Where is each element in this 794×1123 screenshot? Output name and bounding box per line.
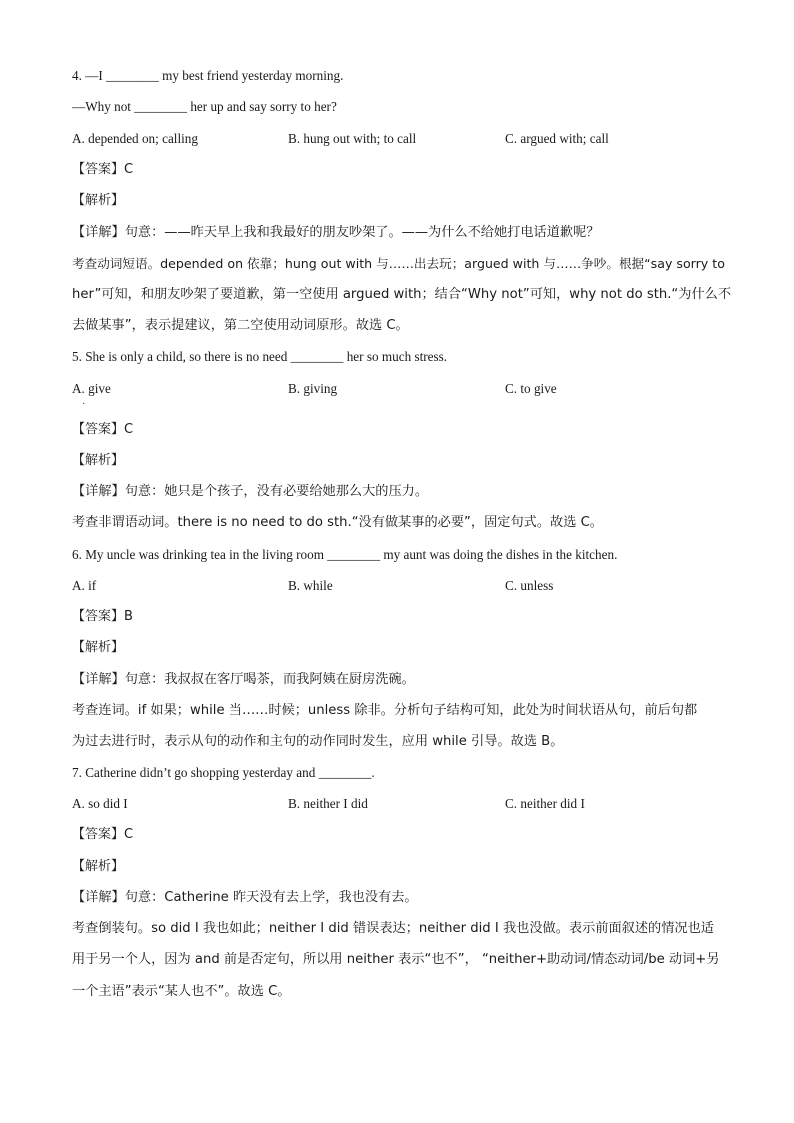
- question-7-explanation-line-1: 考查倒装句。so did I 我也如此；neither I did 错误表达；neither did I 我也没做。表示前面叙述的情况也适: [72, 921, 714, 936]
- question-6-option-a: A. if: [72, 578, 97, 593]
- question-6-explanation-line-2: 为过去进行时，表示从句的动作和主句的动作同时发生，应用 while 引导。故选 B。: [72, 734, 564, 749]
- question-5-option-b: B. giving: [288, 381, 338, 396]
- question-7-detail: 【详解】句意：Catherine 昨天没有去上学，我也没有去。: [72, 890, 418, 905]
- question-7-option-a: A. so did I: [72, 796, 128, 811]
- question-5-option-c: C. to give: [505, 381, 557, 396]
- question-6-analysis-label: 【解析】: [72, 640, 125, 655]
- question-6-option-c: C. unless: [505, 578, 554, 593]
- question-7-answer: 【答案】C: [72, 827, 134, 842]
- question-7-option-c: C. neither did I: [505, 796, 585, 811]
- question-6-detail: 【详解】句意：我叔叔在客厅喝茶，而我阿姨在厨房洗碗。: [72, 672, 415, 687]
- question-5-detail: 【详解】句意：她只是个孩子，没有必要给她那么大的压力。: [72, 484, 429, 499]
- stray-dot-mark: ·: [82, 399, 86, 410]
- question-5-answer: 【答案】C: [72, 422, 134, 437]
- question-5-stem: 5. She is only a child, so there is no need ________ her so much stress.: [72, 349, 448, 364]
- question-7-explanation-line-2: 用于另一个人，因为 and 前是否定句，所以用 neither 表示“也不”， “neither+助动词/情态动词/be 动词+另: [72, 952, 720, 967]
- question-5-explanation-line-1: 考查非谓语动词。there is no need to do sth.“没有做某事的必要”，固定句式。故选 C。: [72, 515, 603, 530]
- question-4-stem-line-1: 4. —I ________ my best friend yesterday morning.: [72, 68, 344, 83]
- question-4-explanation-line-3: 去做某事”，表示提建议，第二空使用动词原形。故选 C。: [72, 318, 409, 333]
- question-5-analysis-label: 【解析】: [72, 453, 125, 468]
- question-4-option-a: A. depended on; calling: [72, 131, 198, 146]
- question-4-answer: 【答案】C: [72, 162, 134, 177]
- question-4-option-b: B. hung out with; to call: [288, 131, 417, 146]
- question-4-explanation-line-2: her”可知，和朋友吵架了要道歉，第一空使用 argued with；结合“Why not”可知，why not do sth.“为什么不: [72, 287, 732, 302]
- question-7-analysis-label: 【解析】: [72, 859, 125, 874]
- question-7-explanation-line-3: 一个主语”表示“某人也不”。故选 C。: [72, 984, 291, 999]
- question-4-option-c: C. argued with; call: [505, 131, 609, 146]
- question-4-detail: 【详解】句意：——昨天早上我和我最好的朋友吵架了。——为什么不给她打电话道歉呢？: [72, 225, 600, 240]
- question-6-option-b: B. while: [288, 578, 333, 593]
- question-5-option-a: A. give: [72, 381, 111, 396]
- question-4-stem-line-2: —Why not ________ her up and say sorry to her?: [72, 99, 337, 114]
- question-6-stem: 6. My uncle was drinking tea in the living room ________ my aunt was doing the dishes in the kitchen.: [72, 547, 618, 562]
- question-4-analysis-label: 【解析】: [72, 193, 125, 208]
- question-7-option-b: B. neither I did: [288, 796, 368, 811]
- question-7-stem: 7. Catherine didn’t go shopping yesterday and ________.: [72, 765, 375, 780]
- question-6-explanation-line-1: 考查连词。if 如果；while 当……时候；unless 除非。分析句子结构可知，此处为时间状语从句，前后句都: [72, 703, 698, 718]
- question-6-answer: 【答案】B: [72, 609, 133, 624]
- question-4-explanation-line-1: 考查动词短语。depended on 依靠；hung out with 与……出去玩；argued with 与……争吵。根据“say sorry to: [72, 256, 725, 271]
